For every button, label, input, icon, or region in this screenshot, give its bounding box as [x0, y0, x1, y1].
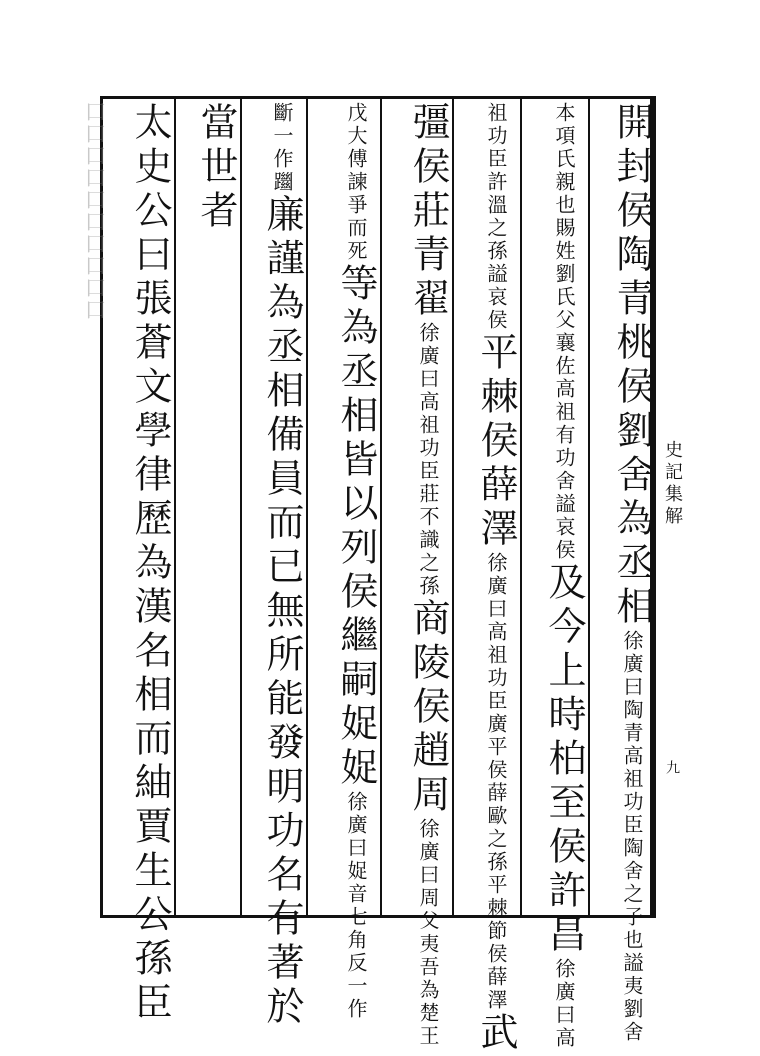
column-rule [588, 96, 590, 918]
text-column-3 [456, 102, 518, 1056]
text-column-4 [384, 102, 450, 1048]
annotation-line: 爭而死 [344, 194, 368, 263]
column-rule [240, 96, 242, 918]
annotation-line: 徐廣曰娖音 [344, 791, 368, 906]
annotation-line: 薛歐之孫平棘節侯薛澤 [484, 782, 508, 1012]
main-text: 太史公曰張蒼文學律歷為漢名相而紬賈生公孫臣 [128, 102, 172, 1026]
annotation-line: 陶舍之子也謚夷劉舍 [620, 837, 644, 1044]
annotation [391, 818, 441, 1048]
annotation-line: 祖功臣許溫 [484, 102, 508, 217]
annotation-line: 臣莊不識之孫 [416, 460, 440, 598]
annotation-line: 徐廣曰高 [552, 958, 576, 1050]
text-column-6 [244, 102, 304, 1030]
text-column-1 [592, 102, 654, 1044]
annotation-line: 作躖 [270, 148, 294, 194]
main-text: 開封侯陶青桃侯劉舍為丞相 [610, 102, 654, 630]
text-column-8 [110, 102, 172, 1026]
main-text: 當世者 [194, 102, 238, 234]
annotation [459, 552, 509, 1012]
column-rule [306, 96, 308, 918]
annotation-line: 七角反一作 [344, 906, 368, 1021]
annotation-line: 徐廣曰陶青高祖功臣 [620, 630, 644, 837]
annotation-line: 襄佐高祖有功舍謚哀侯 [552, 332, 576, 562]
annotation-line: 斷一 [270, 102, 294, 148]
annotation-line: 夷吾為楚王 [416, 933, 440, 1048]
annotation [319, 102, 369, 263]
column-rule [174, 96, 176, 918]
annotation-line: 本項氏親也賜姓劉氏父 [552, 102, 576, 332]
page-number: 九 [664, 760, 680, 774]
main-text: 平棘侯薛澤 [474, 332, 518, 552]
column-rule [452, 96, 454, 918]
annotation [245, 102, 295, 194]
book-title: 史記集解 [662, 440, 683, 528]
main-text: 及今上時柏至侯許昌 [542, 562, 586, 958]
annotation-line: 戊大傅諫 [344, 102, 368, 194]
text-column-2 [524, 102, 586, 1050]
main-text: 彊侯莊青翟 [406, 102, 450, 322]
text-column-7 [180, 102, 238, 914]
annotation-line: 徐廣曰周父 [416, 818, 440, 933]
annotation [527, 102, 577, 562]
annotation [319, 791, 369, 1021]
annotation [459, 102, 509, 332]
annotation-line: 之孫謚哀侯 [484, 217, 508, 332]
annotation [595, 630, 645, 1044]
column-rule [520, 96, 522, 918]
main-text: 等為丞相皆以列侯繼嗣娖娖 [334, 263, 378, 791]
main-text: 廉謹為丞相備員而已無所能發明功名有著於 [260, 194, 304, 1030]
bleed-through-text: 口口口口口口口口口口 [81, 100, 106, 320]
column-rule [380, 96, 382, 918]
annotation-line: 徐廣曰高祖功 [416, 322, 440, 460]
annotation [391, 322, 441, 598]
annotation-line: 徐廣曰高祖功臣廣平侯 [484, 552, 508, 782]
main-text: 商陵侯趙周 [406, 598, 450, 818]
main-text: 武 [474, 1012, 518, 1056]
text-column-5 [310, 102, 378, 1021]
